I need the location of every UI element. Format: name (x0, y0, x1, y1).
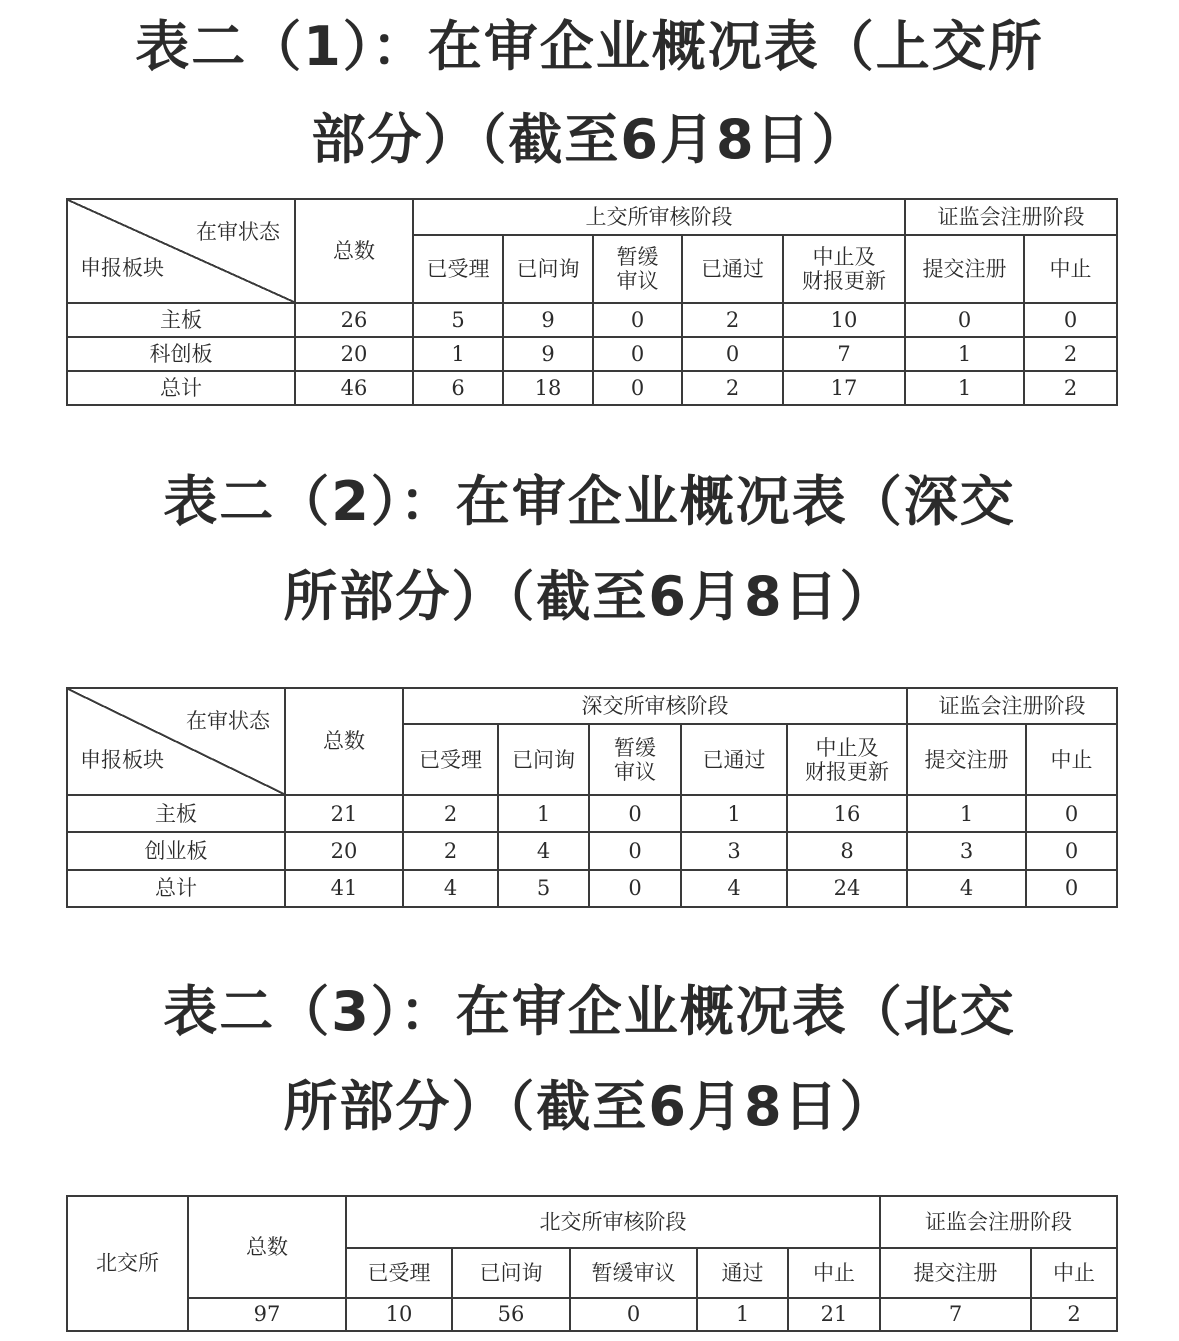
column-header: 已受理 (403, 724, 498, 795)
value-cell: 5 (413, 303, 503, 337)
table-row (67, 795, 1117, 832)
value-cell: 21 (788, 1298, 880, 1331)
value-cell: 6 (413, 371, 503, 405)
value-cell: 2 (682, 371, 783, 405)
column-header: 中止 (788, 1248, 880, 1298)
value-cell: 10 (783, 303, 905, 337)
table-row (67, 371, 1117, 405)
row-label: 主板 (67, 303, 295, 337)
csrc-stage-header: 证监会注册阶段 (907, 688, 1117, 724)
value-cell: 24 (787, 870, 907, 907)
csrc-stage-header: 证监会注册阶段 (880, 1196, 1117, 1248)
column-header: 提交注册 (880, 1248, 1031, 1298)
column-header: 中止 (1024, 235, 1117, 303)
column-header: 已受理 (413, 235, 503, 303)
column-header: 已受理 (346, 1248, 452, 1298)
value-cell: 8 (787, 832, 907, 869)
row-label: 科创板 (67, 337, 295, 371)
value-cell: 56 (452, 1298, 570, 1331)
table1-title-line2: 部分）（截至6月8日） (311, 108, 868, 171)
corner-status-label: 在审状态 (196, 220, 280, 244)
column-header: 中止及 财报更新 (783, 235, 905, 303)
value-cell: 4 (681, 870, 787, 907)
column-header: 暂缓 审议 (593, 235, 682, 303)
column-header: 已问询 (452, 1248, 570, 1298)
value-cell: 0 (905, 303, 1024, 337)
table1-sse-overview (66, 198, 1118, 406)
corner-board-label: 申报板块 (80, 747, 164, 772)
column-header: 暂缓 审议 (589, 724, 681, 795)
column-header: 已问询 (503, 235, 593, 303)
table3-title-line2: 所部分）（截至6月8日） (283, 1075, 896, 1138)
value-cell: 0 (593, 371, 682, 405)
value-cell: 0 (593, 337, 682, 371)
corner-board-label: 申报板块 (80, 255, 164, 280)
table2-title-line1: 表二（2）：在审企业概况表（深交 (163, 470, 1016, 533)
total-cell: 20 (285, 832, 403, 869)
column-header: 已问询 (498, 724, 589, 795)
total-header: 总数 (295, 199, 413, 303)
exchange-stage-header: 上交所审核阶段 (413, 199, 905, 235)
value-cell: 7 (783, 337, 905, 371)
table3-title-line1: 表二（3）：在审企业概况表（北交 (163, 980, 1016, 1043)
value-cell: 1 (907, 795, 1026, 832)
total-cell: 26 (295, 303, 413, 337)
value-cell: 2 (1031, 1298, 1117, 1331)
value-cell: 4 (403, 870, 498, 907)
column-header: 中止及 财报更新 (787, 724, 907, 795)
table2-szse-overview (66, 687, 1118, 908)
value-cell: 0 (1024, 303, 1117, 337)
value-cell: 0 (589, 870, 681, 907)
value-cell: 1 (697, 1298, 788, 1331)
column-header: 中止 (1026, 724, 1117, 795)
value-cell: 0 (1026, 832, 1117, 869)
value-cell: 1 (413, 337, 503, 371)
value-cell: 2 (1024, 371, 1117, 405)
value-cell: 10 (346, 1298, 452, 1331)
table-row (67, 832, 1117, 869)
value-cell: 1 (905, 371, 1024, 405)
column-header: 通过 (697, 1248, 788, 1298)
value-cell: 4 (498, 832, 589, 869)
total-cell: 97 (188, 1298, 346, 1331)
column-header: 中止 (1031, 1248, 1117, 1298)
value-cell: 1 (905, 337, 1024, 371)
value-cell: 0 (1026, 795, 1117, 832)
row-label: 主板 (67, 795, 285, 832)
column-header: 已通过 (681, 724, 787, 795)
value-cell: 16 (787, 795, 907, 832)
value-cell: 1 (498, 795, 589, 832)
exchange-stage-header: 深交所审核阶段 (403, 688, 907, 724)
row-label: 创业板 (67, 832, 285, 869)
table-row (67, 870, 1117, 907)
value-cell: 0 (682, 337, 783, 371)
row-label: 总计 (67, 371, 295, 405)
csrc-stage-header: 证监会注册阶段 (905, 199, 1117, 235)
table1-title-line1: 表二（1）：在审企业概况表（上交所 (135, 15, 1044, 78)
total-header: 总数 (285, 688, 403, 795)
table3-bse-overview (66, 1195, 1118, 1332)
corner-header-cell (67, 199, 295, 303)
corner-status-label: 在审状态 (186, 709, 270, 733)
row-label: 总计 (67, 870, 285, 907)
value-cell: 2 (403, 832, 498, 869)
total-cell: 21 (285, 795, 403, 832)
value-cell: 7 (880, 1298, 1031, 1331)
total-cell: 20 (295, 337, 413, 371)
value-cell: 0 (570, 1298, 697, 1331)
column-header: 已通过 (682, 235, 783, 303)
total-header: 总数 (188, 1196, 346, 1298)
bse-row-header: 北交所 (67, 1196, 188, 1331)
exchange-stage-header: 北交所审核阶段 (346, 1196, 880, 1248)
value-cell: 4 (907, 870, 1026, 907)
value-cell: 0 (589, 832, 681, 869)
table-row (67, 303, 1117, 337)
value-cell: 18 (503, 371, 593, 405)
value-cell: 9 (503, 337, 593, 371)
value-cell: 3 (681, 832, 787, 869)
value-cell: 2 (682, 303, 783, 337)
total-cell: 46 (295, 371, 413, 405)
value-cell: 5 (498, 870, 589, 907)
total-cell: 41 (285, 870, 403, 907)
value-cell: 2 (1024, 337, 1117, 371)
corner-header-cell (67, 688, 285, 795)
table2-title-line2: 所部分）（截至6月8日） (283, 565, 896, 628)
value-cell: 3 (907, 832, 1026, 869)
value-cell: 2 (403, 795, 498, 832)
table-row (67, 337, 1117, 371)
value-cell: 9 (503, 303, 593, 337)
column-header: 暂缓审议 (570, 1248, 697, 1298)
table-row (67, 1298, 1117, 1331)
column-header: 提交注册 (907, 724, 1026, 795)
value-cell: 17 (783, 371, 905, 405)
value-cell: 1 (681, 795, 787, 832)
value-cell: 0 (1026, 870, 1117, 907)
value-cell: 0 (593, 303, 682, 337)
value-cell: 0 (589, 795, 681, 832)
column-header: 提交注册 (905, 235, 1024, 303)
